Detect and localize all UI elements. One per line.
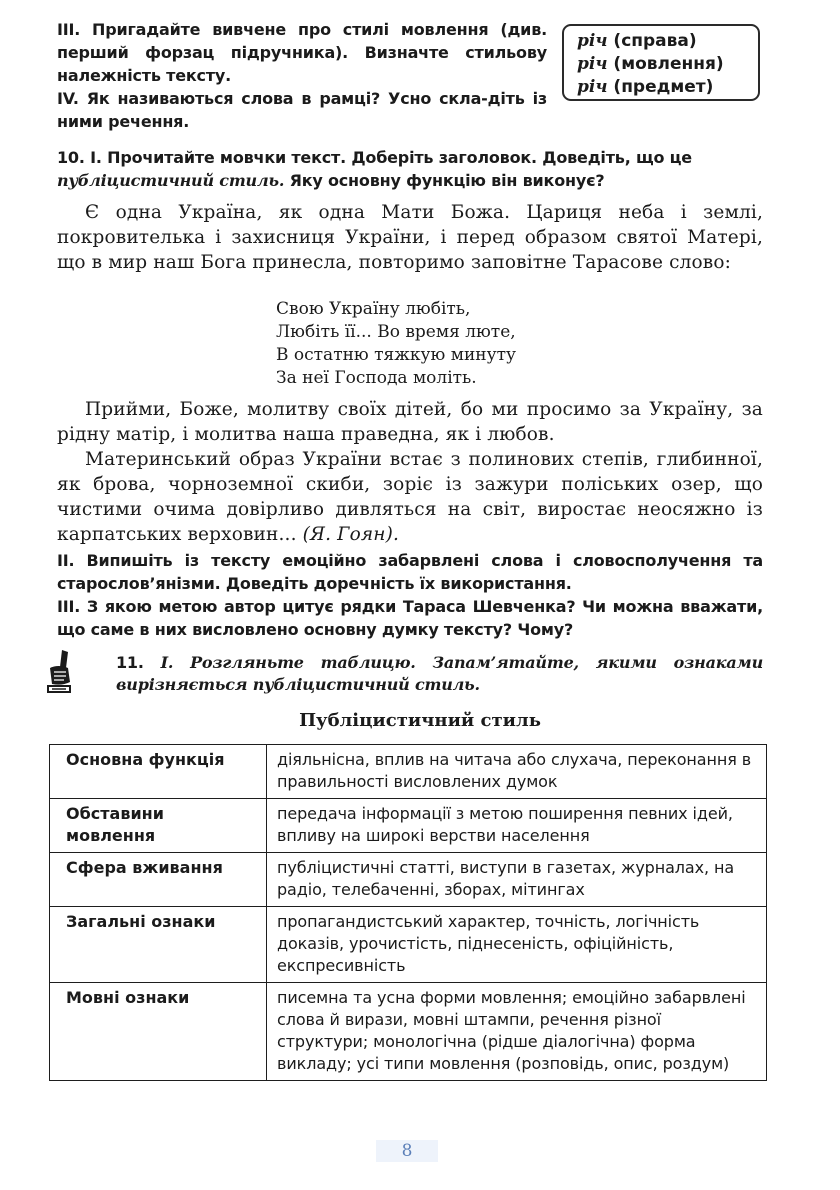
task9-question-3: III. Пригадайте вивчене про стилі мовлення (див. перший форзац підручника). Визначте стильову належність тексту.	[57, 20, 547, 85]
page-number: 8	[376, 1140, 438, 1162]
task10-question-2: II. Випишіть із тексту емоційно забарвлені слова і словосполучення та старослов’янізми. Доведіть доречність їх використання.	[57, 551, 763, 593]
row-value	[267, 907, 767, 983]
task11-number: 11.	[116, 653, 144, 672]
row-value	[267, 745, 767, 799]
text-paragraph-1	[57, 200, 763, 275]
task9-question-4: IV. Як називаються слова в рамці? Усно скла-діть із ними речення.	[57, 89, 547, 131]
row-value	[267, 983, 767, 1081]
poem-quote	[276, 298, 516, 390]
row-value-text: діяльнісна, вплив на читача або слухача, переконання в правильності висловлених думок	[277, 750, 752, 791]
frame-note: (мовлення)	[613, 54, 724, 74]
task9-questions	[57, 18, 547, 133]
task10-heading	[57, 146, 763, 192]
table-row	[50, 983, 767, 1081]
task10-number: 10.	[57, 148, 85, 167]
table-row	[50, 745, 767, 799]
paragraph-1: Є одна Україна, як одна Мати Божа. Цариця неба і землі, покровителька і захисниця України, і перед образом святої Матері, що в мир наш Бога принесла, повторимо заповітне Тарасове слово:	[57, 202, 763, 273]
word-frame	[562, 24, 760, 101]
row-key: Мовні ознаки	[50, 983, 267, 1081]
poem-line: В остатню тяжкую минуту	[276, 345, 517, 365]
row-value-text: писемна та усна форми мовлення; емоційно забарвлені слова й вирази, мовні штампи, речення різної структури; монологічна (рідше діалогічна) форма викладу; усі типи мовлення (розповідь, опис, роздум)	[277, 988, 746, 1073]
frame-word: річ	[577, 77, 608, 97]
publicistic-style-table	[49, 744, 767, 1081]
frame-line-1	[577, 30, 758, 53]
frame-word: річ	[577, 54, 608, 74]
row-value-text: публіцистичні статті, виступи в газетах, журналах, на радіо, телебаченні, зборах, мітингах	[277, 858, 735, 899]
task11-heading	[116, 652, 763, 696]
task10-question-3: III. З якою метою автор цитує рядки Тараса Шевченка? Чи можна вважати, що саме в них висловлено основну думку тексту? Чому?	[57, 597, 763, 639]
row-value-text: передача інформації з метою поширення певних ідей, впливу на широкі верстви населення	[277, 804, 733, 845]
text-paragraphs-2-3	[57, 397, 763, 547]
paragraph-3	[57, 447, 763, 547]
frame-line-2	[577, 53, 758, 76]
table-title: Публіцистичний стиль	[299, 710, 541, 731]
task10-questions	[57, 549, 763, 641]
paragraph-2: Прийми, Боже, молитву своїх дітей, бо ми просимо за Україну, за рідну матір, і молитва наша праведна, як і любов.	[57, 399, 763, 445]
row-key: Обставини мовлення	[50, 799, 267, 853]
frame-note: (справа)	[613, 31, 697, 51]
task10-style-term: публіцистичний стиль.	[57, 171, 285, 190]
pen-hand-icon	[44, 648, 74, 694]
poem-line: Любіть її... Во время люте,	[276, 322, 516, 342]
task10-instruction: I. Прочитайте мовчки текст. Доберіть заголовок. Доведіть, що це	[90, 148, 692, 167]
frame-line-3	[577, 76, 758, 99]
row-key: Сфера вживання	[50, 853, 267, 907]
row-key: Основна функція	[50, 745, 267, 799]
row-value-text: пропагандистський характер, точність, логічність доказів, урочистість, піднесеність, офіційність, експресивність	[277, 912, 700, 975]
author-attribution: (Я. Гоян).	[302, 524, 399, 545]
frame-word: річ	[577, 31, 608, 51]
table-row	[50, 907, 767, 983]
task11-instruction: I. Розгляньте таблицю. Запам’ятайте, якими ознаками вирізняється публіцистичний стиль.	[116, 653, 763, 694]
row-value	[267, 853, 767, 907]
poem-line: За неї Господа моліть.	[276, 368, 477, 388]
frame-note: (предмет)	[613, 77, 714, 97]
task10-instruction-end: Яку основну функцію він виконує?	[284, 171, 605, 190]
row-value	[267, 799, 767, 853]
table-row	[50, 799, 767, 853]
table-row	[50, 853, 767, 907]
row-key: Загальні ознаки	[50, 907, 267, 983]
paragraph-3-text: Материнський образ України встає з полинових степів, глибинної, як брова, чорноземної скиби, зоріє із зажури поліських озер, що чистими очима довірливо дивляться на світ, виростає неосяжно із карпатських верховин...	[57, 449, 763, 545]
poem-line: Свою Україну любіть,	[276, 299, 471, 319]
